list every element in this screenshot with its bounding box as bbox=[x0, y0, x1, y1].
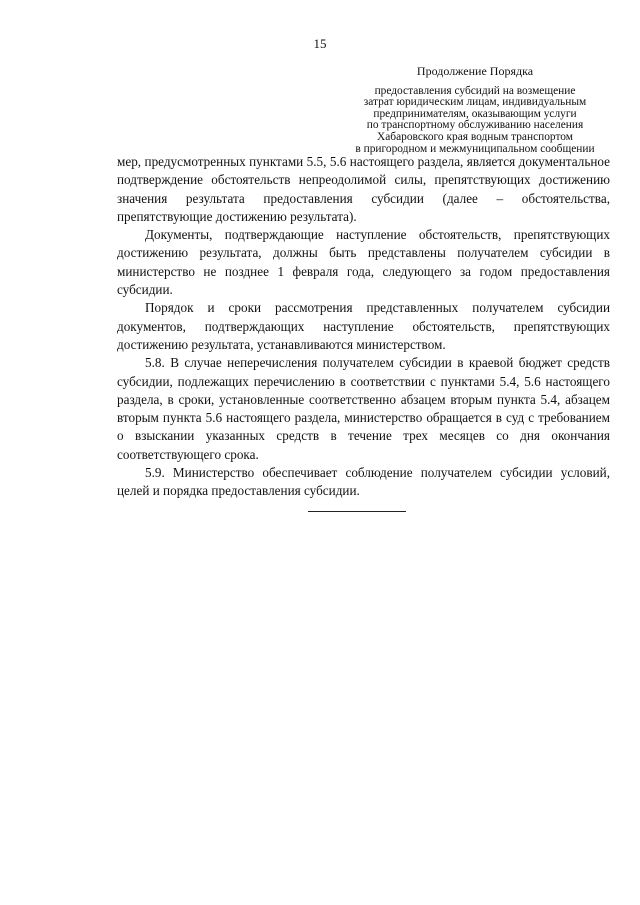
page-number: 15 bbox=[313, 36, 327, 51]
header-continuation: Продолжение Порядка bbox=[416, 64, 534, 78]
header-line: в пригородном и межмуниципальном сообщении bbox=[355, 142, 595, 155]
header-line: предоставления субсидий на возмещение bbox=[374, 84, 576, 97]
header-line: по транспортному обслуживанию населения bbox=[366, 119, 584, 132]
header-line: Хабаровского края водным транспортом bbox=[377, 130, 573, 143]
document-body bbox=[117, 153, 610, 501]
paragraph: Документы, подтверждающие наступление обстоятельств, препятствующих достижению результата, должны быть представлены получателем субсидии в министерство не позднее 1 февраля года, следующего за годом предоставления субсидии. bbox=[117, 227, 610, 298]
paragraph: Порядок и сроки рассмотрения представленных получателем субсидии документов, подтверждающих наступление обстоятельств, препятствующих достижению результата, устанавливаются министерством. bbox=[117, 300, 610, 352]
document-header bbox=[330, 66, 620, 155]
paragraph-5-9: 5.9. Министерство обеспечивает соблюдение получателем субсидии условий, целей и порядка предоставления субсидии. bbox=[117, 465, 610, 499]
header-line: предпринимателям, оказывающим услуги bbox=[373, 107, 577, 120]
end-separator-line bbox=[308, 511, 406, 512]
paragraph: мер, предусмотренных пунктами 5.5, 5.6 настоящего раздела, является документальное подтверждение обстоятельств непреодолимой силы, препятствующих достижению значения результата предоставления субсидии (далее – обстоятельства, препятствующие достижению результата). bbox=[117, 154, 610, 224]
paragraph-5-8: 5.8. В случае неперечисления получателем субсидии в краевой бюджет средств субсидии, подлежащих перечислению в соответствии с пунктами 5.4, 5.6 настоящего раздела, в сроки, установленные соответственно абзацем вторым пункта 5.4, абзацем вторым пункта 5.6 настоящего раздела, министерство обращается в суд с требованием о взыскании указанных средств в течение трех месяцев со дня окончания соответствующего срока. bbox=[117, 355, 610, 462]
header-line: затрат юридическим лицам, индивидуальным bbox=[363, 96, 587, 109]
